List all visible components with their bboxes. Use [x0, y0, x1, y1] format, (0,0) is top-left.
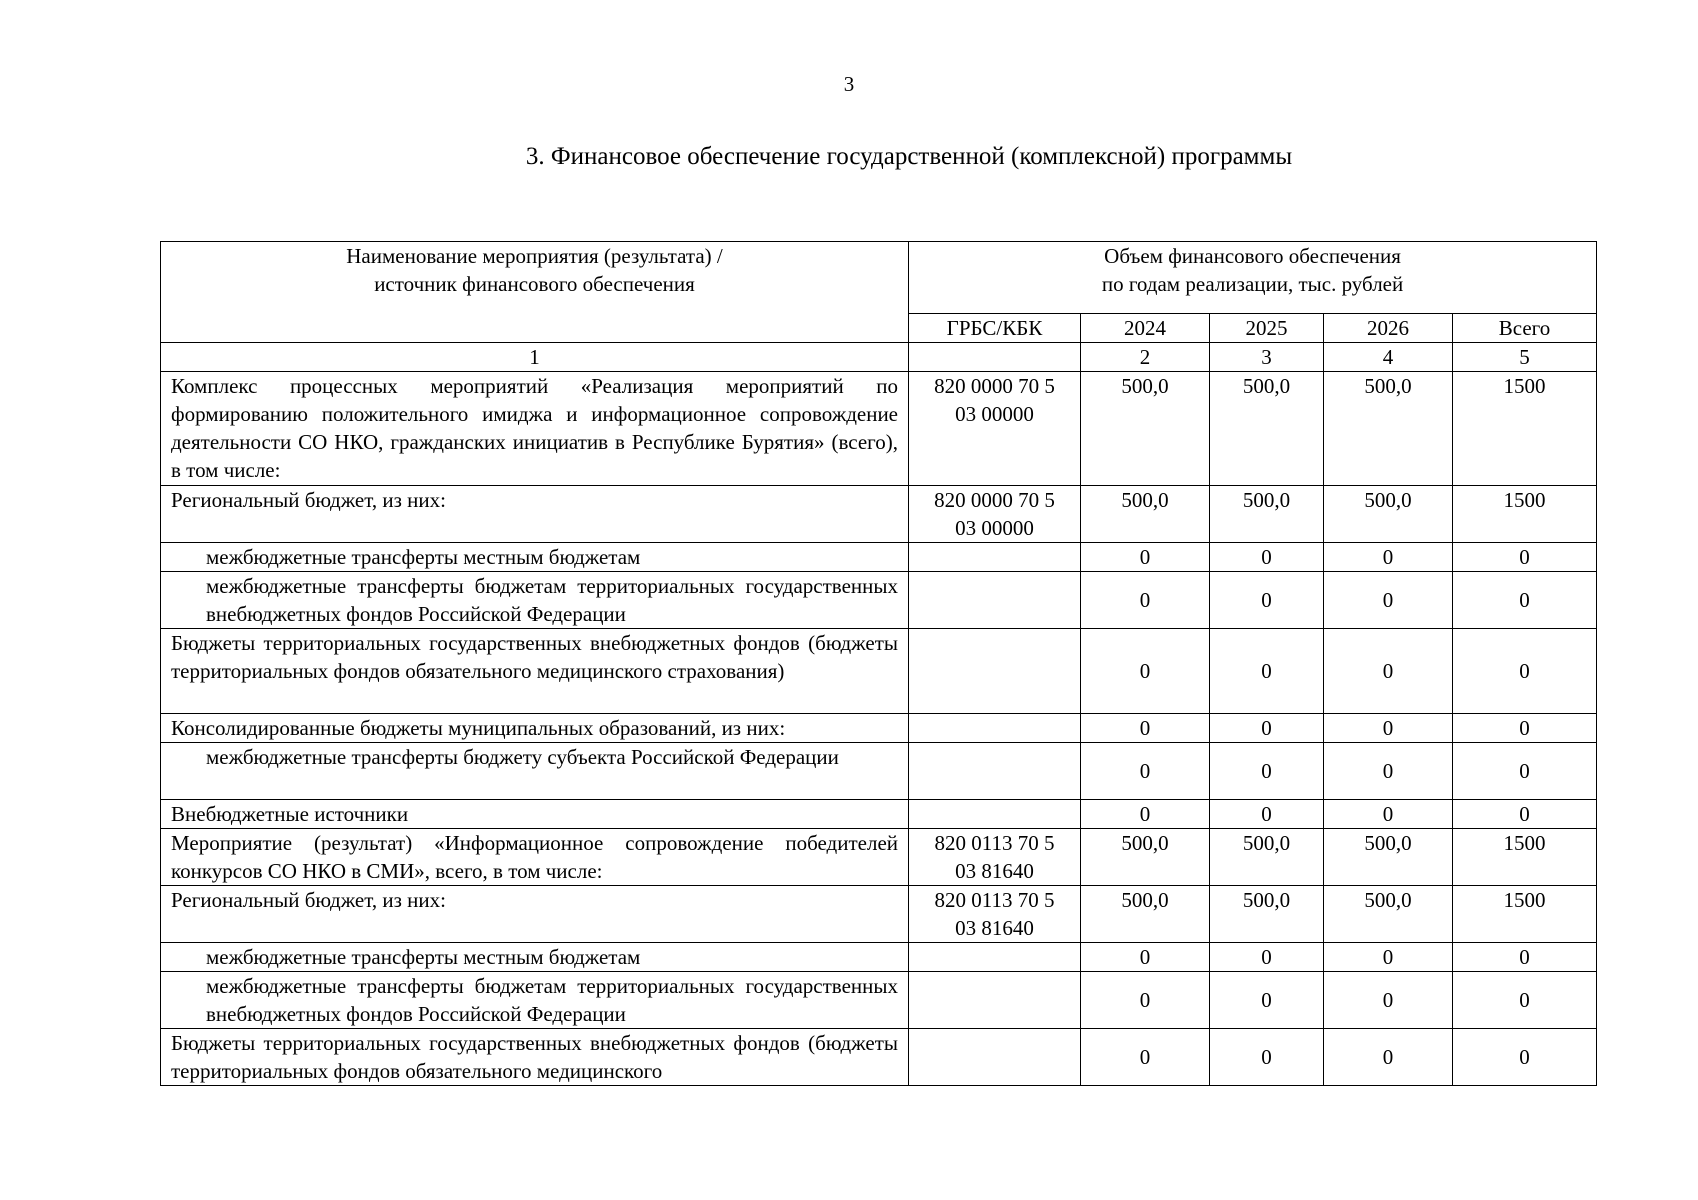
- row-total: 1500: [1453, 486, 1597, 543]
- row-2025: 0: [1210, 629, 1324, 714]
- row-2024: 500,0: [1081, 372, 1210, 486]
- row-2025: 0: [1210, 572, 1324, 629]
- row-2026: 0: [1324, 543, 1453, 572]
- col-number-3: 3: [1210, 343, 1324, 372]
- row-name: межбюджетные трансферты местным бюджетам: [161, 943, 909, 972]
- row-2026: 500,0: [1324, 886, 1453, 943]
- header-volume-cell: [909, 242, 1597, 314]
- row-2025: 500,0: [1210, 486, 1324, 543]
- row-2025: 0: [1210, 972, 1324, 1029]
- table-row: [161, 972, 1597, 1029]
- row-code: [909, 543, 1081, 572]
- financing-table: [160, 241, 1597, 1086]
- column-numbers-row: [161, 343, 1597, 372]
- page-number: 3: [843, 72, 855, 96]
- row-code: [909, 572, 1081, 629]
- row-code: [909, 714, 1081, 743]
- row-code-line2: 03 81640: [955, 916, 1034, 940]
- header-row: [161, 242, 1597, 314]
- row-2024: 0: [1081, 714, 1210, 743]
- row-2025: 500,0: [1210, 886, 1324, 943]
- row-total: 0: [1453, 800, 1597, 829]
- row-2024: 0: [1081, 629, 1210, 714]
- row-name: Консолидированные бюджеты муниципальных образований, из них:: [161, 714, 909, 743]
- row-2024: 500,0: [1081, 486, 1210, 543]
- row-total: 1500: [1453, 372, 1597, 486]
- table-row: [161, 886, 1597, 943]
- row-2025: 0: [1210, 714, 1324, 743]
- row-2024: 500,0: [1081, 829, 1210, 886]
- row-name: межбюджетные трансферты бюджету субъекта Российской Федерации: [161, 743, 909, 800]
- row-2024: 0: [1081, 1029, 1210, 1086]
- row-code: [909, 486, 1081, 543]
- table-row: [161, 829, 1597, 886]
- table-row: [161, 572, 1597, 629]
- row-2026: 0: [1324, 1029, 1453, 1086]
- row-name: Мероприятие (результат) «Информационное сопровождение победителей конкурсов СО НКО в СМИ», всего, в том числе:: [161, 829, 909, 886]
- row-2026: 500,0: [1324, 372, 1453, 486]
- row-name: Бюджеты территориальных государственных внебюджетных фондов (бюджеты территориальных фондов обязательного медицинского: [161, 1029, 909, 1086]
- row-name: Бюджеты территориальных государственных внебюджетных фондов (бюджеты территориальных фондов обязательного медицинского страхования): [161, 629, 909, 714]
- header-2025: 2025: [1210, 314, 1324, 343]
- table-row: [161, 543, 1597, 572]
- col-number-5: 5: [1453, 343, 1597, 372]
- row-code: [909, 629, 1081, 714]
- row-2026: 0: [1324, 714, 1453, 743]
- row-code: [909, 743, 1081, 800]
- table-row: [161, 943, 1597, 972]
- row-2025: 0: [1210, 1029, 1324, 1086]
- row-2025: 0: [1210, 743, 1324, 800]
- row-code: [909, 886, 1081, 943]
- row-total: 0: [1453, 572, 1597, 629]
- col-number-2: 2: [1081, 343, 1210, 372]
- row-code-line1: 820 0000 70 5: [934, 488, 1055, 512]
- table-row: [161, 486, 1597, 543]
- row-code-line1: 820 0113 70 5: [934, 888, 1055, 912]
- table-row: [161, 629, 1597, 714]
- header-name-line1: Наименование мероприятия (результата) /: [346, 244, 723, 268]
- row-code: [909, 372, 1081, 486]
- row-2026: 0: [1324, 943, 1453, 972]
- row-total: 0: [1453, 629, 1597, 714]
- row-code-line1: 820 0113 70 5: [934, 831, 1055, 855]
- table-row: [161, 372, 1597, 486]
- table-row: [161, 800, 1597, 829]
- header-total: Всего: [1453, 314, 1597, 343]
- row-total: 0: [1453, 743, 1597, 800]
- row-code: [909, 943, 1081, 972]
- row-2024: 0: [1081, 572, 1210, 629]
- row-code: [909, 972, 1081, 1029]
- row-name: межбюджетные трансферты местным бюджетам: [161, 543, 909, 572]
- row-2026: 0: [1324, 629, 1453, 714]
- section-title: 3. Финансовое обеспечение государственной (комплексной) программы: [525, 143, 1293, 170]
- row-total: 0: [1453, 943, 1597, 972]
- table-row: [161, 714, 1597, 743]
- table-row: [161, 743, 1597, 800]
- row-2024: 0: [1081, 972, 1210, 1029]
- row-total: 0: [1453, 543, 1597, 572]
- header-volume-line1: Объем финансового обеспечения: [1104, 244, 1401, 268]
- row-total: 1500: [1453, 829, 1597, 886]
- row-2024: 0: [1081, 800, 1210, 829]
- row-2024: 0: [1081, 743, 1210, 800]
- row-2026: 0: [1324, 800, 1453, 829]
- row-name: Региональный бюджет, из них:: [161, 486, 909, 543]
- row-name: межбюджетные трансферты бюджетам территориальных государственных внебюджетных фондов Российской Федерации: [161, 972, 909, 1029]
- row-2024: 0: [1081, 543, 1210, 572]
- row-total: 0: [1453, 1029, 1597, 1086]
- header-2026: 2026: [1324, 314, 1453, 343]
- row-2025: 0: [1210, 800, 1324, 829]
- col-number-1: 1: [161, 343, 909, 372]
- row-code-line2: 03 00000: [955, 516, 1034, 540]
- row-name: межбюджетные трансферты бюджетам территориальных государственных внебюджетных фондов Российской Федерации: [161, 572, 909, 629]
- row-code: [909, 829, 1081, 886]
- row-code-line1: 820 0000 70 5: [934, 374, 1055, 398]
- row-total: 0: [1453, 972, 1597, 1029]
- row-code: [909, 800, 1081, 829]
- header-volume-line2: по годам реализации, тыс. рублей: [1101, 272, 1404, 296]
- row-2025: 0: [1210, 943, 1324, 972]
- row-code-line2: 03 00000: [955, 402, 1034, 426]
- row-name: Комплекс процессных мероприятий «Реализация мероприятий по формированию положительного имиджа и информационное сопровождение деятельности СО НКО, гражданских инициатив в Республике Бурятия» (всего), в том числе:: [161, 372, 909, 486]
- row-2026: 500,0: [1324, 829, 1453, 886]
- row-2026: 500,0: [1324, 486, 1453, 543]
- row-2024: 500,0: [1081, 886, 1210, 943]
- row-2024: 0: [1081, 943, 1210, 972]
- row-code: [909, 1029, 1081, 1086]
- row-2026: 0: [1324, 572, 1453, 629]
- row-2025: 500,0: [1210, 372, 1324, 486]
- table-row: [161, 1029, 1597, 1086]
- row-total: 1500: [1453, 886, 1597, 943]
- header-2024: 2024: [1081, 314, 1210, 343]
- col-number-4: 4: [1324, 343, 1453, 372]
- row-total: 0: [1453, 714, 1597, 743]
- header-name-cell: [161, 242, 909, 343]
- row-2026: 0: [1324, 972, 1453, 1029]
- header-code: ГРБС/КБК: [909, 314, 1081, 343]
- row-2026: 0: [1324, 743, 1453, 800]
- row-2025: 500,0: [1210, 829, 1324, 886]
- header-name-line2: источник финансового обеспечения: [374, 272, 695, 296]
- row-code-line2: 03 81640: [955, 859, 1034, 883]
- row-name: Региональный бюджет, из них:: [161, 886, 909, 943]
- col-number-code: [909, 343, 1081, 372]
- row-2025: 0: [1210, 543, 1324, 572]
- row-name: Внебюджетные источники: [161, 800, 909, 829]
